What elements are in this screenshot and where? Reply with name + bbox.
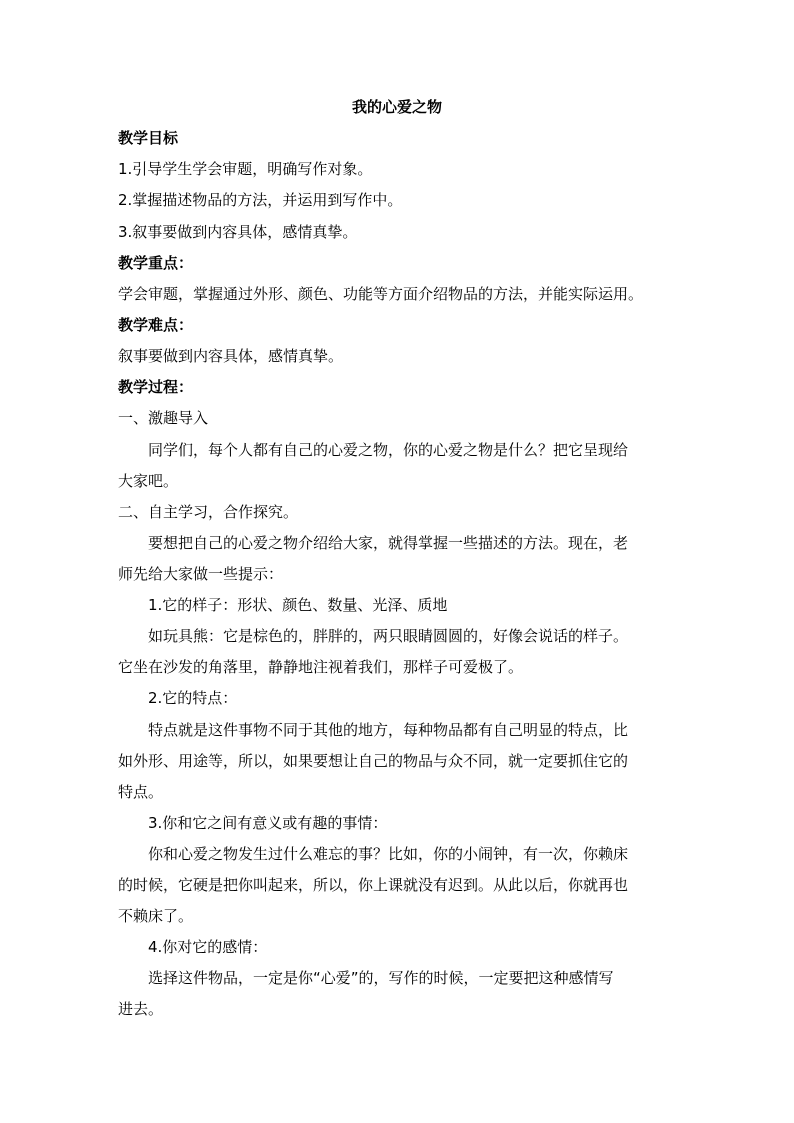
- section-1-paragraph-line: 同学们，每个人都有自己的心爱之物，你的心爱之物是什么？把它呈现给: [148, 441, 629, 459]
- tip-3-paragraph-line: 的时候，它硬是把你叫起来，所以，你上课就没有迟到。从此以后，你就再也: [118, 876, 629, 894]
- tip-3-heading: 3.你和它之间有意义或有趣的事情：: [148, 814, 388, 832]
- difficulties-text: 叙事要做到内容具体，感情真挚。: [118, 347, 344, 365]
- objectives-heading: 教学目标: [118, 129, 179, 147]
- tip-1-paragraph-line: 它坐在沙发的角落里，静静地注视着我们，那样子可爱极了。: [118, 658, 524, 676]
- objective-2: 2.掌握描述物品的方法，并运用到写作中。: [118, 191, 403, 209]
- section-2-paragraph-line: 师先给大家做一些提示：: [118, 565, 284, 583]
- tip-2-paragraph-line: 特点就是这件事物不同于其他的地方，每种物品都有自己明显的特点，比: [148, 721, 629, 739]
- tip-3-paragraph-line: 不赖床了。: [118, 907, 194, 925]
- section-2-heading: 二、自主学习，合作探究。: [118, 503, 299, 521]
- key-points-heading: 教学重点：: [118, 254, 194, 272]
- tip-4-heading: 4.你对它的感情：: [148, 938, 268, 956]
- tip-3-paragraph-line: 你和心爱之物发生过什么难忘的事？比如，你的小闹钟，有一次，你赖床: [148, 845, 629, 863]
- section-1-heading: 一、激趣导入: [118, 409, 209, 427]
- tip-2-paragraph-line: 如外形、用途等，所以，如果要想让自己的物品与众不同，就一定要抓住它的: [118, 752, 629, 770]
- process-heading: 教学过程：: [118, 378, 194, 396]
- section-1-paragraph-line: 大家吧。: [118, 472, 179, 490]
- tip-4-paragraph-line: 进去。: [118, 1000, 164, 1018]
- difficulties-heading: 教学难点：: [118, 316, 194, 334]
- tip-2-heading: 2.它的特点：: [148, 689, 238, 707]
- objective-1: 1.引导学生学会审题，明确写作对象。: [118, 160, 373, 178]
- tip-2-paragraph-line: 特点。: [118, 783, 164, 801]
- tip-4-paragraph-line: 选择这件物品，一定是你“心爱”的，写作的时候，一定要把这种感情写: [148, 969, 614, 987]
- section-2-paragraph-line: 要想把自己的心爱之物介绍给大家，就得掌握一些描述的方法。现在，老: [148, 534, 629, 552]
- tip-1-paragraph-line: 如玩具熊：它是棕色的，胖胖的，两只眼睛圆圆的，好像会说话的样子。: [148, 627, 629, 645]
- key-points-text: 学会审题，掌握通过外形、颜色、功能等方面介绍物品的方法，并能实际运用。: [118, 285, 644, 303]
- page-title: 我的心爱之物: [351, 98, 442, 116]
- tip-1-heading: 1.它的样子：形状、颜色、数量、光泽、质地: [148, 596, 448, 614]
- objective-3: 3.叙事要做到内容具体，感情真挚。: [118, 223, 358, 241]
